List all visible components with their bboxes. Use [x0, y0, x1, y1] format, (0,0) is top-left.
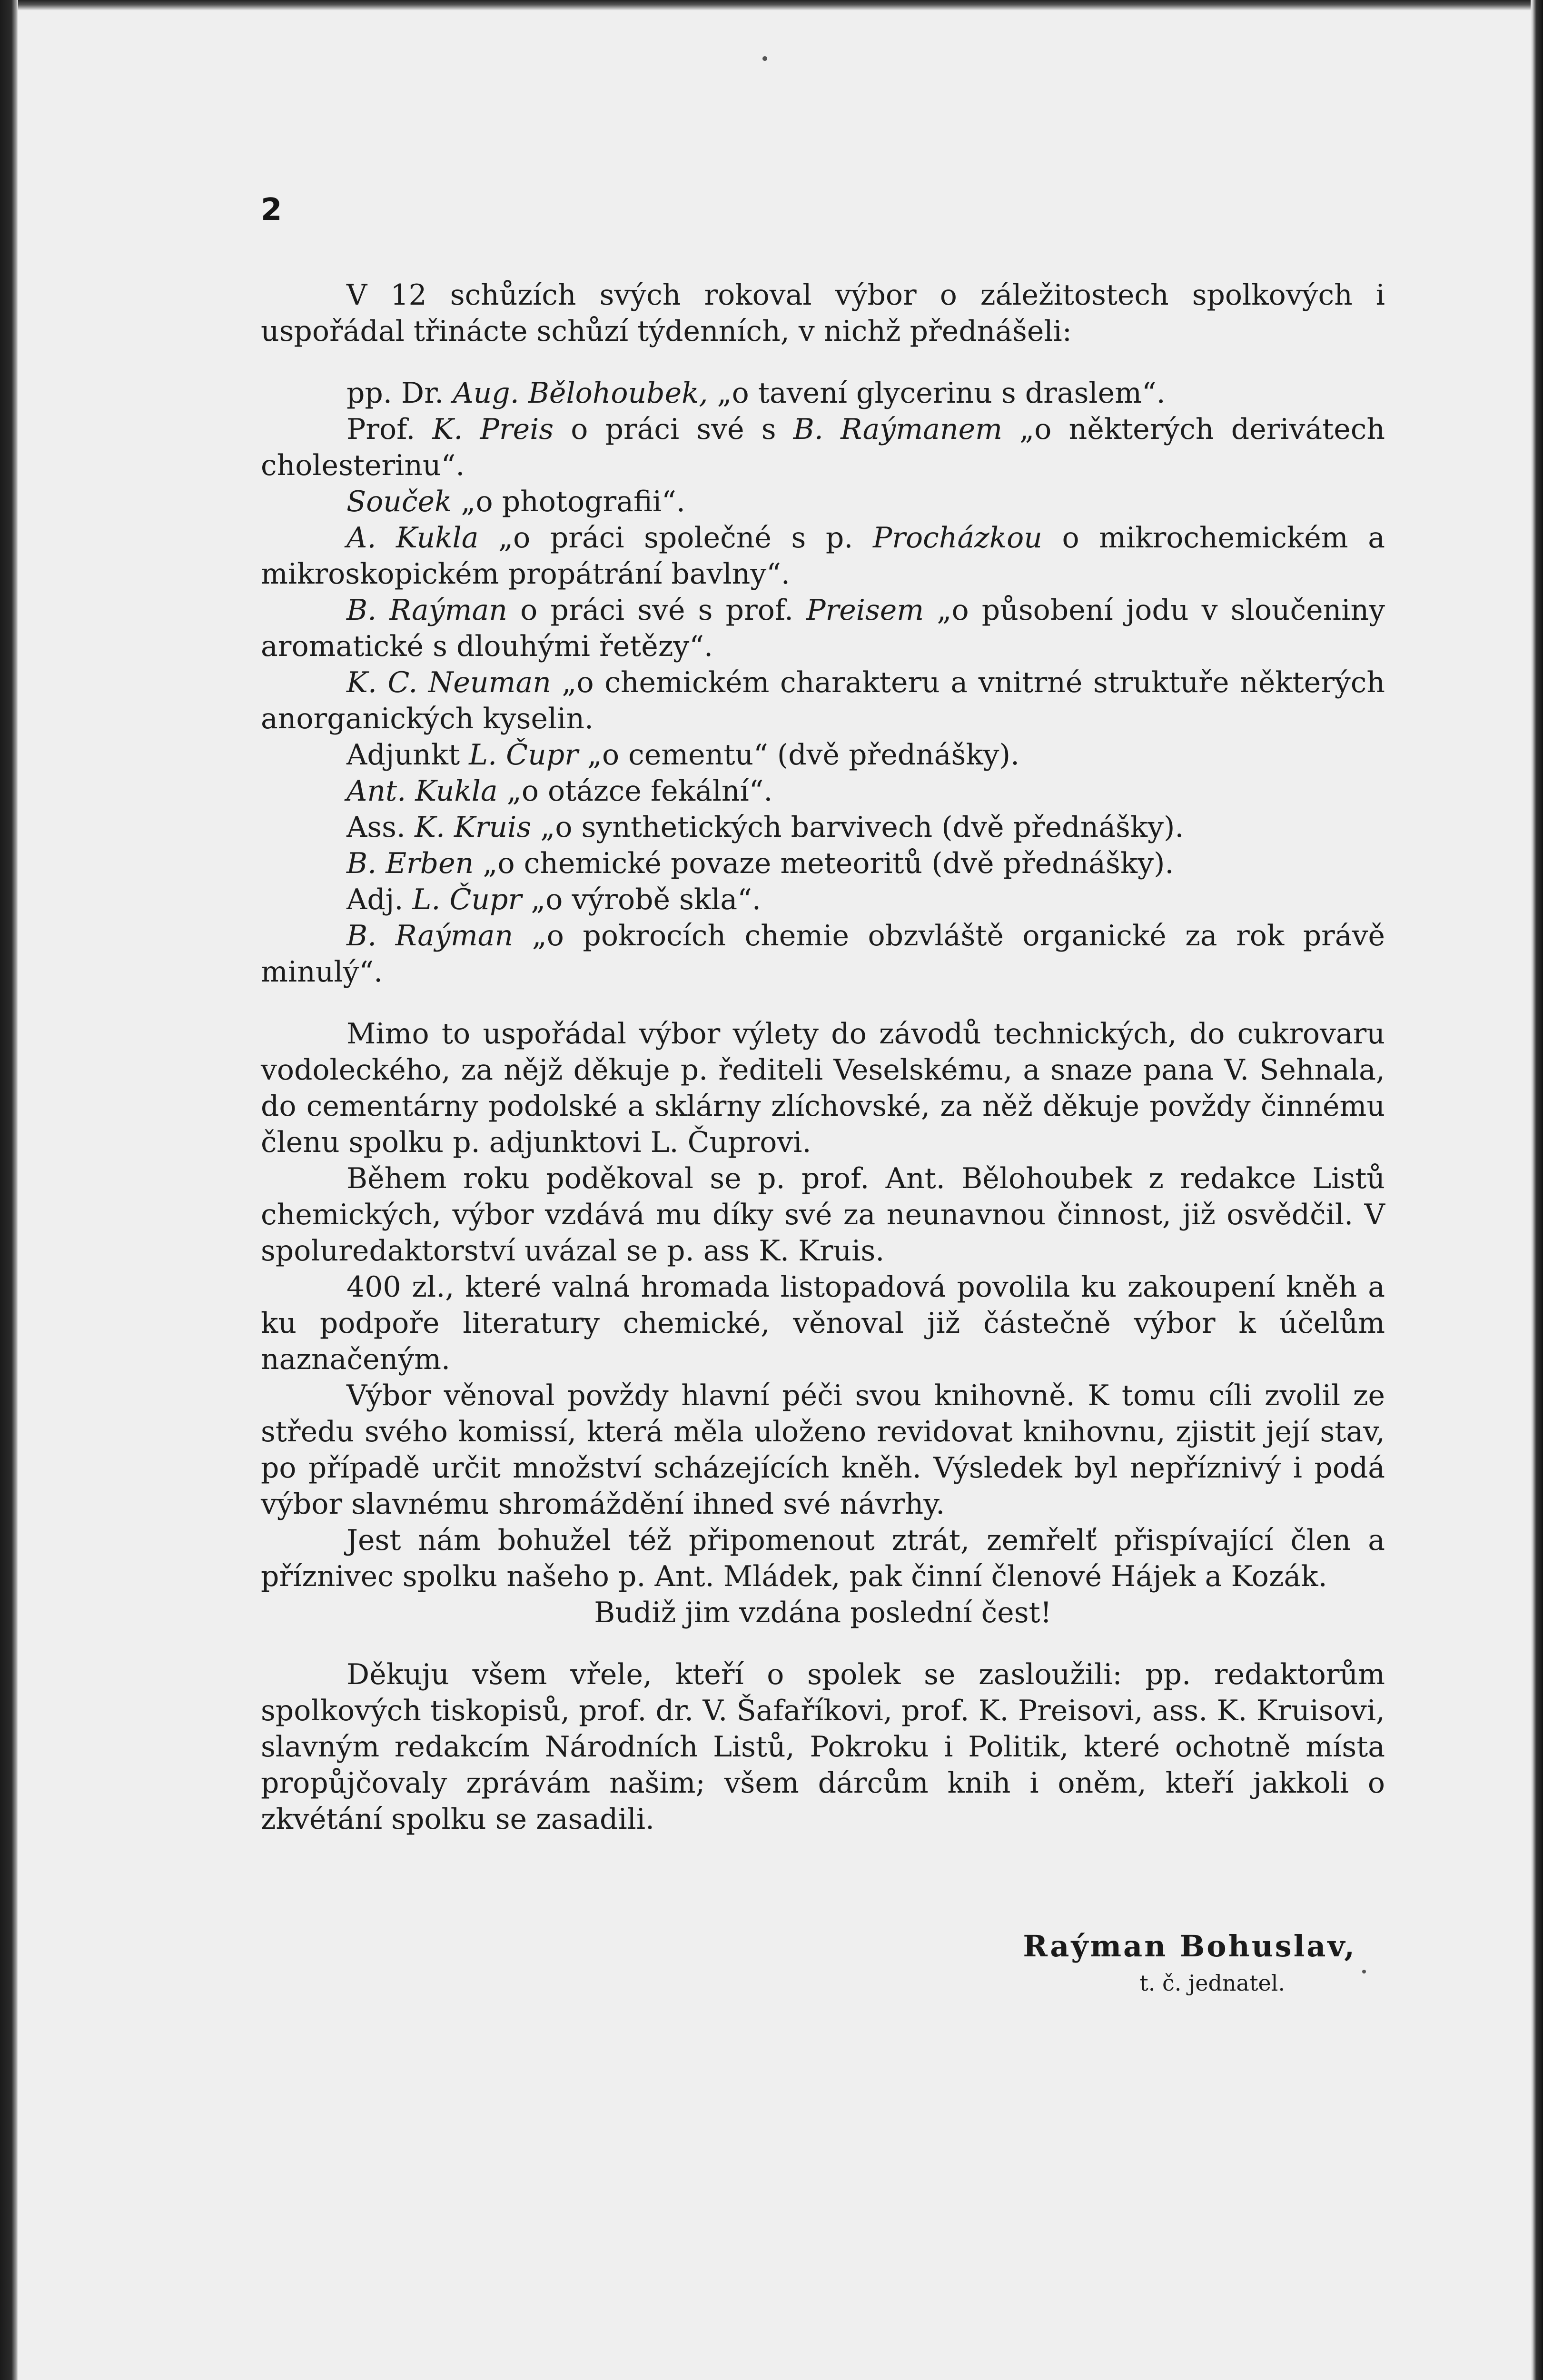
thanks-paragraph: Děkuju všem vřele, kteří o spolek se zasloužili: pp. redaktorům spolkových tiskopisů, prof. dr. V. Šafaříkovi, prof. K. Preisovi, ass. K. Kruisovi, slavným redakcím Národních Listů, Pokroku i Politik, které ochotně místa propůjčovaly zprávám našim; všem dárcům knih i oněm, kteří jakkoli o zkvétání spolku se zasadili. — [261, 1658, 1385, 1836]
scan-edge-right — [1531, 0, 1543, 2380]
lecture-item: pp. Dr. Aug. Bělohoubek, „o tavení glycerinu s draslem“. — [346, 377, 1166, 410]
lecture-item: B. Erben „o chemické povaze meteoritů (dvě přednášky). — [346, 847, 1174, 880]
signature-role: t. č. jednatel. — [1139, 1970, 1285, 1996]
lecture-item: A. Kukla „o práci společné s p. Procházkou o mikrochemickém a mikroskopickém propátrání bavlny“. — [261, 521, 1385, 591]
funds-paragraph: 400 zl., které valná hromada listopadová povolila ku zakoupení kněh a ku podpoře literatury chemické, věnoval již částečně výbor k účelům naznačeným. — [261, 1270, 1385, 1376]
lecture-item: Ass. K. Kruis „o synthetických barvivech (dvě přednášky). — [346, 811, 1184, 844]
library-paragraph: Výbor věnoval povždy hlavní péči svou knihovně. K tomu cíli zvolil ze středu svého komissí, která měla uloženo revidovat knihovnu, zjistit její stav, po případě určit množství scházejících kněh. Výsledek byl nepříznivý i podá výbor slavnému shromáždění ihned své návrhy. — [261, 1379, 1385, 1521]
memorial-line: Budiž jim vzdána poslední čest! — [594, 1596, 1052, 1629]
obituary-paragraph: Jest nám bohužel též připomenout ztrát, zemřelť přispívající člen a příznivec spolku našeho p. Ant. Mládek, pak činní členové Hájek a Kozák. — [261, 1524, 1385, 1593]
dust-speck — [1362, 1970, 1366, 1973]
lecture-item: Adj. L. Čupr „o výrobě skla“. — [346, 883, 761, 916]
page-number: 2 — [261, 192, 282, 228]
lecture-item: B. Raýman o práci své s prof. Preisem „o působení jodu v sloučeniny aromatické s dlouhými řetězy“. — [261, 594, 1385, 663]
lecture-list — [261, 375, 1385, 990]
lecture-item: Prof. K. Preis o práci své s B. Raýmanem „o některých derivátech cholesterinu“. — [261, 413, 1385, 482]
signature-name: Raýman Bohuslav, — [1023, 1929, 1356, 1964]
scan-edge-left — [0, 0, 18, 2380]
lecture-item: B. Raýman „o pokrocích chemie obzvláště organické za rok právě minulý“. — [261, 919, 1385, 989]
intro-paragraph: V 12 schůzích svých rokoval výbor o záležitostech spolkových i uspořádal třinácte schůzí týdenních, v nichž přednášeli: — [261, 278, 1385, 348]
lecture-item: K. C. Neuman „o chemickém charakteru a vnitrné struktuře některých anorganických kyselin. — [261, 666, 1385, 735]
report-text — [261, 277, 1385, 1837]
lecture-item: Ant. Kukla „o otázce fekální“. — [346, 774, 773, 808]
signature-block — [1023, 1929, 1356, 1996]
editorial-paragraph: Během roku poděkoval se p. prof. Ant. Bělohoubek z redakce Listů chemických, výbor vzdává mu díky své za neunavnou činnost, již osvědčil. V spoluredaktorství uvázal se p. ass K. Kruis. — [261, 1162, 1385, 1268]
scan-edge-top — [0, 0, 1543, 10]
excursions-paragraph: Mimo to uspořádal výbor výlety do závodů technických, do cukrovaru vodoleckého, za nějž děkuje p. řediteli Veselskému, a snaze pana V. Sehnala, do cementárny podolské a sklárny zlíchovské, za něž děkuje povždy činnému členu spolku p. adjunktovi L. Čuprovi. — [261, 1017, 1385, 1159]
dust-speck — [762, 56, 767, 61]
lecture-item: Adjunkt L. Čupr „o cementu“ (dvě přednášky). — [346, 738, 1020, 772]
lecture-item: Souček „o photografii“. — [346, 485, 685, 518]
